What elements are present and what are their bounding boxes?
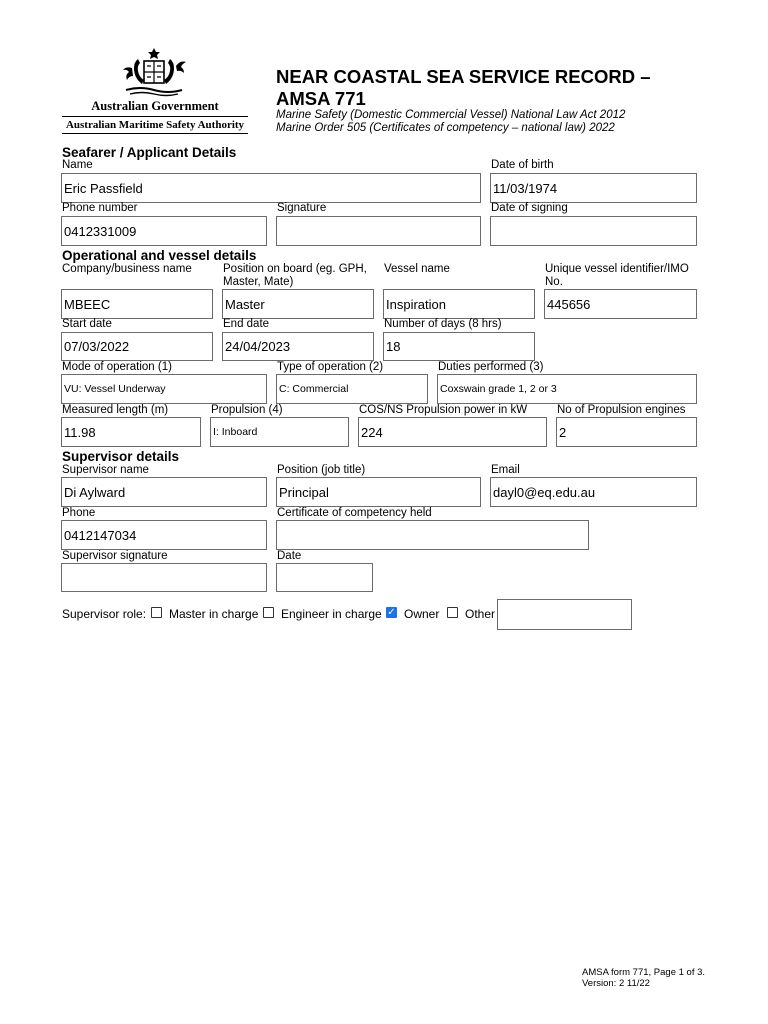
propulsion-select[interactable]: I: Inboard <box>210 417 349 447</box>
supervisor-signature-label: Supervisor signature <box>62 550 168 562</box>
signature-label: Signature <box>277 202 327 214</box>
power-field[interactable]: 224 <box>358 417 547 447</box>
power-label: COS/NS Propulsion power in kW <box>359 404 528 416</box>
length-label: Measured length (m) <box>62 404 169 416</box>
vessel-name-label: Vessel name <box>384 263 450 275</box>
company-field[interactable]: MBEEC <box>61 289 213 319</box>
signing-date-field[interactable] <box>490 216 697 246</box>
supervisor-role-label: Supervisor role: <box>62 607 147 621</box>
certificate-label: Certificate of competency held <box>277 507 432 519</box>
role-master-label: Master in charge <box>169 607 259 621</box>
supervisor-signature-field[interactable] <box>61 563 267 592</box>
footer-version: Version: 2 11/22 <box>582 978 650 989</box>
signature-field[interactable] <box>276 216 481 246</box>
dob-field[interactable]: 11/03/1974 <box>490 173 697 203</box>
position-label: Position on board (eg. GPH, Master, Mate) <box>223 263 367 288</box>
supervisor-date-label: Date <box>277 550 302 562</box>
start-date-label: Start date <box>62 318 112 330</box>
role-other-checkbox[interactable] <box>447 607 458 618</box>
coat-of-arms-crest-icon <box>118 46 190 98</box>
days-field[interactable]: 18 <box>383 332 535 361</box>
mode-select[interactable]: VU: Vessel Underway <box>61 374 267 404</box>
certificate-field[interactable] <box>276 520 589 550</box>
length-field[interactable]: 11.98 <box>61 417 201 447</box>
role-other-label: Other <box>465 607 496 621</box>
duties-label: Duties performed (3) <box>438 361 544 373</box>
section-supervisor: Supervisor details <box>62 449 180 464</box>
supervisor-phone-label: Phone <box>62 507 96 519</box>
start-date-field[interactable]: 07/03/2022 <box>61 332 213 361</box>
propulsion-label: Propulsion (4) <box>211 404 283 416</box>
page-title: NEAR COASTAL SEA SERVICE RECORD – AMSA 771 <box>276 66 651 109</box>
supervisor-name-label: Supervisor name <box>62 464 149 476</box>
supervisor-name-field[interactable]: Di Aylward <box>61 477 267 507</box>
role-engineer-checkbox[interactable] <box>263 607 274 618</box>
end-date-label: End date <box>223 318 270 330</box>
agency-name: Australian Maritime Safety Authority <box>65 119 245 131</box>
dob-label: Date of birth <box>491 159 554 171</box>
supervisor-date-field[interactable] <box>276 563 373 592</box>
divider <box>62 116 248 117</box>
position-field[interactable]: Master <box>222 289 374 319</box>
uvi-label: Unique vessel identifier/IMO No. <box>545 263 689 288</box>
days-label: Number of days (8 hrs) <box>384 318 502 330</box>
section-vessel: Operational and vessel details <box>62 248 257 263</box>
uvi-field[interactable]: 445656 <box>544 289 697 319</box>
role-engineer-label: Engineer in charge <box>281 607 382 621</box>
type-select[interactable]: C: Commercial <box>276 374 428 404</box>
supervisor-position-label: Position (job title) <box>277 464 366 476</box>
supervisor-phone-field[interactable]: 0412147034 <box>61 520 267 550</box>
end-date-field[interactable]: 24/04/2023 <box>222 332 374 361</box>
signing-date-label: Date of signing <box>491 202 568 214</box>
supervisor-email-label: Email <box>491 464 520 476</box>
role-master-checkbox[interactable] <box>151 607 162 618</box>
supervisor-position-field[interactable]: Principal <box>276 477 481 507</box>
mode-label: Mode of operation (1) <box>62 361 172 373</box>
subtitle-act: Marine Safety (Domestic Commercial Vessel) National Law Act 2012 <box>276 109 626 121</box>
phone-label: Phone number <box>62 202 138 214</box>
phone-field[interactable]: 0412331009 <box>61 216 267 246</box>
supervisor-email-field[interactable]: dayl0@eq.edu.au <box>490 477 697 507</box>
role-owner-label: Owner <box>404 607 440 621</box>
section-applicant: Seafarer / Applicant Details <box>62 145 237 160</box>
applicant-name-label: Name <box>62 159 93 171</box>
type-label: Type of operation (2) <box>277 361 384 373</box>
role-other-field[interactable] <box>497 599 632 630</box>
engines-field[interactable]: 2 <box>556 417 697 447</box>
duties-select[interactable]: Coxswain grade 1, 2 or 3 <box>437 374 697 404</box>
engines-label: No of Propulsion engines <box>557 404 686 416</box>
applicant-name-field[interactable]: Eric Passfield <box>61 173 481 203</box>
subtitle-order: Marine Order 505 (Certificates of competency – national law) 2022 <box>276 122 615 134</box>
role-owner-checkbox[interactable]: ✓ <box>387 607 396 618</box>
footer-form-page: AMSA form 771, Page 1 of 3. <box>582 967 706 978</box>
vessel-name-field[interactable]: Inspiration <box>383 289 535 319</box>
company-label: Company/business name <box>62 263 192 275</box>
divider <box>62 133 248 134</box>
gov-name: Australian Government <box>91 99 219 113</box>
